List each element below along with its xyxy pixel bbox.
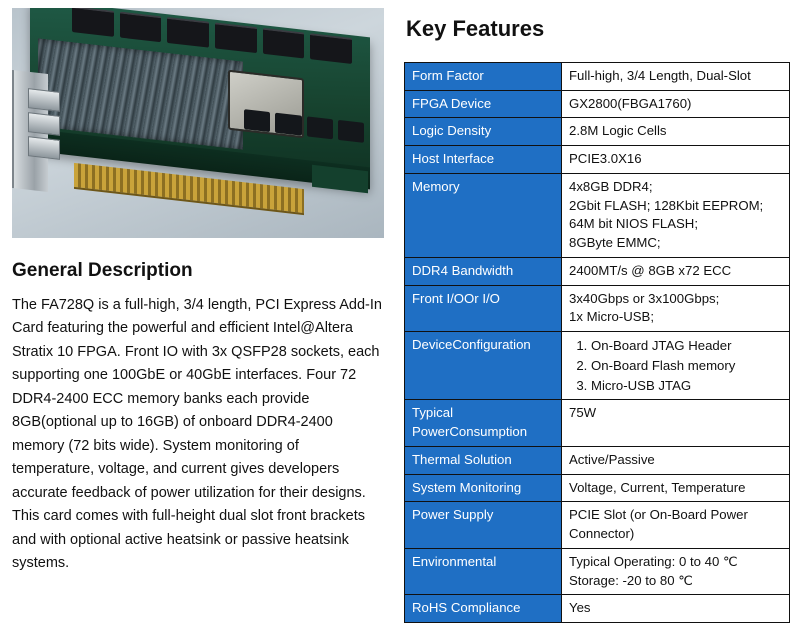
spec-value-cell	[562, 63, 790, 91]
spec-label-line: Form Factor	[412, 68, 484, 83]
spec-label-cell	[405, 63, 562, 91]
spec-value-line: Storage: -20 to 80 ℃	[569, 572, 694, 588]
qsfp28-port-2	[28, 112, 60, 136]
table-row	[405, 446, 790, 474]
spec-value-cell	[562, 332, 790, 400]
spec-label-line: Configuration	[452, 337, 531, 353]
table-row	[405, 257, 790, 285]
spec-value-cell	[562, 118, 790, 146]
spec-label-line: Logic Density	[412, 123, 492, 139]
spec-label-cell	[405, 474, 562, 502]
spec-label-line: System Monitoring	[412, 479, 522, 495]
spec-value-line: Voltage, Current, Temperature	[569, 479, 746, 495]
spec-value-cell	[562, 446, 790, 474]
spec-label-line: Power Supply	[412, 507, 494, 523]
spec-value-list	[569, 336, 783, 395]
spec-label-line: DDR4 Bandwidth	[412, 262, 514, 278]
table-row	[405, 595, 790, 623]
spec-value-line: Yes	[569, 600, 591, 616]
spec-value-cell	[562, 474, 790, 502]
spec-label-line: RoHS Compliance	[412, 600, 521, 616]
table-row	[405, 63, 790, 91]
key-features-table-body	[405, 63, 790, 623]
table-row	[405, 400, 790, 446]
qsfp28-port-1	[28, 88, 60, 112]
spec-value-line: Full-high, 3/4 Length, Dual-Slot	[569, 68, 751, 83]
spec-label-cell	[405, 173, 562, 257]
spec-label-cell	[405, 118, 562, 146]
list-item: 2. On-Board Flash memory	[591, 356, 783, 376]
general-description-text: The FA728Q is a full-high, 3/4 length, PCI Express Add-In Card featuring the powerful and efficient Intel@Altera Stratix 10 FPGA. Front IO with 3x QSFP28 sockets, each supporting one 100GbE or 40GbE interfaces. Four 72 DDR4-2400 ECC memory banks each provide 8GB(optional up to 16GB) of onboard DDR4-2400 memory (72 bits wide). System monitoring of temperature, voltage, and current gives developers accurate feedback of power utilization for their designs. This card comes with full-height dual slot front brackets and with optional active heatsink or passive heatsink systems.	[12, 297, 382, 572]
spec-value-cell	[562, 548, 790, 594]
spec-value-line: 2.8M Logic Cells	[569, 123, 667, 139]
spec-value-line: 2Gbit FLASH; 128Kbit EEPROM;	[569, 197, 764, 213]
spec-label-line: Memory	[412, 178, 460, 194]
spec-value-cell	[562, 400, 790, 446]
spec-value-line: 2400MT/s @ 8GB x72 ECC	[569, 262, 732, 278]
spec-label-cell	[405, 332, 562, 400]
spec-value-line: 3x40Gbps or 3x100Gbps;	[569, 290, 720, 306]
spec-label-line: Front I/O	[412, 290, 465, 306]
table-row	[405, 332, 790, 400]
spec-value-line: 75W	[569, 405, 597, 421]
spec-value-line: 64M bit NIOS FLASH;	[569, 216, 698, 232]
spec-value-line: PCIE3.0X16	[569, 151, 642, 167]
spec-value-line: 4x8GB DDR4;	[569, 178, 653, 194]
spec-value-cell	[562, 90, 790, 118]
left-column	[12, 8, 390, 590]
spec-label-line: FPGA Device	[412, 95, 492, 111]
spec-value-line: Connector)	[569, 526, 635, 542]
spec-label-cell	[405, 146, 562, 174]
spec-label-line: Host Interface	[412, 151, 495, 167]
spec-value-cell	[562, 146, 790, 174]
spec-value-line: GX2800(FBGA1760)	[569, 95, 692, 111]
spec-label-line: Environmental	[412, 553, 497, 569]
spec-value-line: 1x Micro-USB;	[569, 309, 654, 325]
spec-label-cell	[405, 400, 562, 446]
list-item: 3. Micro-USB JTAG	[591, 376, 783, 396]
spec-value-cell	[562, 502, 790, 548]
spec-value-line: Typical Operating: 0 to 40 ℃	[569, 553, 738, 569]
board-photo	[12, 8, 384, 238]
key-features-table	[404, 62, 790, 623]
spec-label-line: Device	[412, 337, 453, 353]
table-row	[405, 146, 790, 174]
spec-value-line: PCIE Slot (or On-Board Power	[569, 507, 748, 523]
spec-value-cell	[562, 595, 790, 623]
table-row	[405, 118, 790, 146]
spec-label-cell	[405, 595, 562, 623]
spec-label-cell	[405, 446, 562, 474]
spec-label-cell	[405, 90, 562, 118]
spec-label-cell	[405, 502, 562, 548]
table-row	[405, 474, 790, 502]
qsfp28-port-3	[28, 136, 60, 160]
spec-label-line: Consumption	[449, 424, 528, 440]
spec-value-cell	[562, 257, 790, 285]
spec-label-line: Typical Power	[412, 405, 454, 440]
spec-label-cell	[405, 257, 562, 285]
key-features-heading: Key Features	[406, 16, 545, 41]
table-row	[405, 173, 790, 257]
spec-label-line: Or I/O	[464, 290, 500, 306]
spec-label-cell	[405, 285, 562, 331]
table-row	[405, 285, 790, 331]
table-row	[405, 502, 790, 548]
spec-label-line: Thermal Solution	[412, 451, 512, 467]
spec-value-line: Active/Passive	[569, 451, 655, 467]
table-row	[405, 90, 790, 118]
spec-value-line: 8GByte EMMC;	[569, 235, 661, 251]
general-description-heading: General Description	[12, 260, 193, 281]
spec-label-cell	[405, 548, 562, 594]
spec-value-cell	[562, 173, 790, 257]
spec-value-cell	[562, 285, 790, 331]
table-row	[405, 548, 790, 594]
list-item: 1. On-Board JTAG Header	[591, 336, 783, 356]
right-column	[404, 8, 792, 623]
